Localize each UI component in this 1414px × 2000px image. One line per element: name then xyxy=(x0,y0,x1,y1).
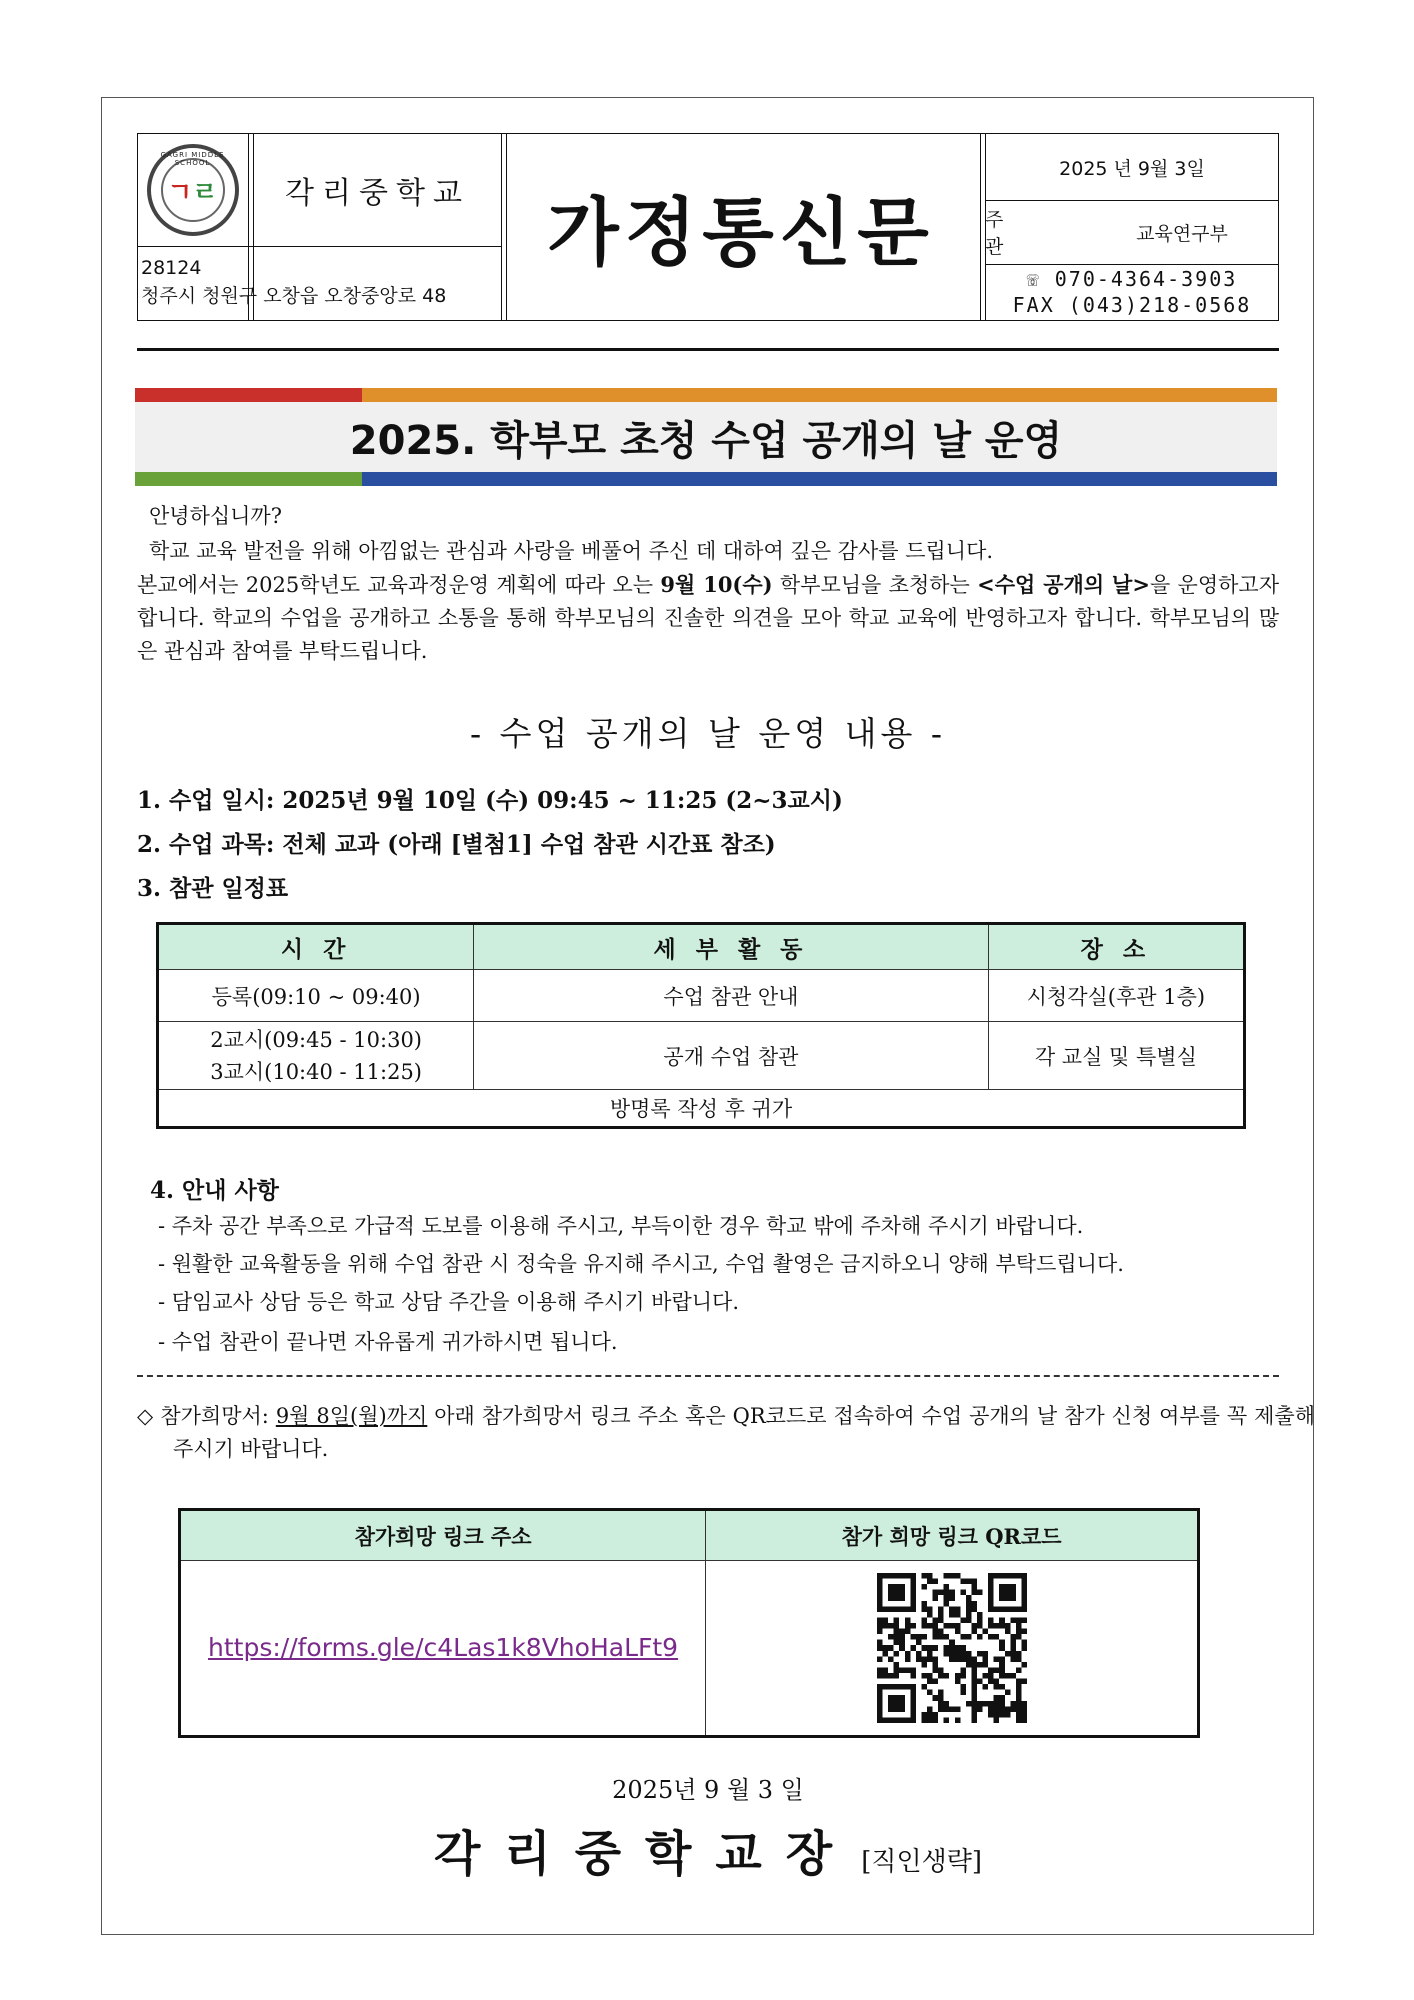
table-cell: 등록(09:10 ~ 09:40) xyxy=(158,970,474,1022)
table-cell: 시청각실(후관 1층) xyxy=(988,970,1244,1022)
item-schedule-title: 3. 참관 일정표 xyxy=(137,875,289,902)
school-name: 각리중학교 xyxy=(285,176,470,211)
qr-code-icon[interactable] xyxy=(844,1573,1060,1723)
col-link: 참가희망 링크 주소 xyxy=(180,1510,706,1561)
signature-block xyxy=(137,1815,1279,1884)
footer-date: 2025년 9 월 3 일 xyxy=(612,1776,804,1804)
request-paragraph xyxy=(137,1400,1315,1466)
school-address xyxy=(141,254,501,310)
table-cell: 각 교실 및 특별실 xyxy=(988,1022,1244,1090)
logo-ring-text: GAGRI MIDDLE SCHOOL xyxy=(160,151,225,167)
principal-title: 각리중학교장 xyxy=(433,1826,857,1882)
item-notes-title: 4. 안내 사항 xyxy=(150,1177,279,1204)
event-name: <수업 공개의 날> xyxy=(977,572,1150,597)
school-logo xyxy=(137,134,248,246)
section-title: - 수업 공개의 날 운영 내용 - xyxy=(469,714,947,753)
item-subjects: 2. 수업 과목: 전체 교과 (아래 [별첨1] 수업 참관 시간표 참조) xyxy=(137,831,776,858)
logo-mark-icon: ㄱㄹ xyxy=(167,177,218,208)
issue-date: 2025 년 9월 3일 xyxy=(1059,157,1205,180)
dept-value: 교육연구부 xyxy=(1136,222,1228,245)
seal-note: [직인생략] xyxy=(861,1847,983,1877)
thanks-text: 학교 교육 발전을 위해 아낌없는 관심과 사랑을 베풀어 주신 데 대하여 깊은 감사를 드립니다. xyxy=(149,539,994,563)
fax-number: FAX (043)218-0568 xyxy=(1012,293,1252,317)
period-2-time: 2교시(09:45 - 10:30) xyxy=(210,1027,423,1052)
contact-info xyxy=(985,264,1279,318)
letter-header xyxy=(137,133,1279,321)
request-prefix: ◇ 참가희망서: xyxy=(137,1404,276,1428)
request-deadline: 9월 8일(월)까지 xyxy=(275,1404,428,1428)
schedule-table xyxy=(156,922,1246,1129)
event-date: 9월 10(수) xyxy=(660,572,773,597)
col-qr: 참가 희망 링크 QR코드 xyxy=(706,1510,1199,1561)
street-address: 청주시 청원구 오창읍 오창중앙로 48 xyxy=(141,285,447,307)
period-3-time: 3교시(10:40 - 11:25) xyxy=(210,1059,423,1084)
header-divider xyxy=(137,348,1279,351)
request-text: 아래 참가희망서 링크 주소 혹은 QR코드로 접속하여 수업 공개의 날 참가 신청 여부를 꼭 제출해 주시기 바랍니다. xyxy=(173,1404,1315,1461)
greeting: 안녕하십니까? xyxy=(149,504,282,528)
col-time: 시 간 xyxy=(158,924,474,970)
dashed-divider xyxy=(137,1375,1279,1377)
form-link[interactable]: https://forms.gle/c4Las1k8VhoHaLFt9 xyxy=(208,1633,679,1662)
table-cell: 수업 참관 안내 xyxy=(474,970,988,1022)
note-item: - 주차 공간 부족으로 가급적 도보를 이용해 주시고, 부득이한 경우 학교 밖에 주차해 주시기 바랍니다. xyxy=(158,1214,1084,1238)
table-cell xyxy=(158,1022,474,1090)
table-cell: 공개 수업 참관 xyxy=(474,1022,988,1090)
table-cell: 방명록 작성 후 귀가 xyxy=(158,1090,1245,1128)
intro-text-c: 을 운영하고자 합니다. 학교의 수업을 공개하고 소통을 통해 학부모님의 진솔한 의견을 모아 학교 교육에 반영하고자 합니다. 학부모님의 많은 관심과 참여를 부탁드립니다. xyxy=(137,573,1279,663)
intro-paragraph xyxy=(137,568,1279,668)
note-item: - 수업 참관이 끝나면 자유롭게 귀가하시면 됩니다. xyxy=(158,1330,618,1354)
banner-title: 2025. 학부모 초청 수업 공개의 날 운영 xyxy=(349,417,1063,464)
phone-number: ☏ 070-4364-3903 xyxy=(1026,267,1238,291)
document-title: 가정통신문 xyxy=(547,190,935,276)
request-table xyxy=(178,1508,1200,1738)
col-activity: 세 부 활 동 xyxy=(474,924,988,970)
intro-text-a: 본교에서는 2025학년도 교육과정운영 계획에 따라 오는 xyxy=(137,573,661,597)
dept-label: 주 관 xyxy=(985,209,1026,258)
postal-code: 28124 xyxy=(141,257,202,279)
item-datetime: 1. 수업 일시: 2025년 9월 10일 (수) 09:45 ~ 11:25 (2~3교시) xyxy=(137,787,843,814)
notice-banner xyxy=(135,388,1277,486)
note-item: - 원활한 교육활동을 위해 수업 참관 시 정숙을 유지해 주시고, 수업 촬영은 금지하오니 양해 부탁드립니다. xyxy=(158,1252,1124,1276)
note-item: - 담임교사 상담 등은 학교 상담 주간을 이용해 주시기 바랍니다. xyxy=(158,1290,739,1314)
intro-text-b: 학부모님을 초청하는 xyxy=(772,573,978,597)
col-place: 장 소 xyxy=(988,924,1244,970)
